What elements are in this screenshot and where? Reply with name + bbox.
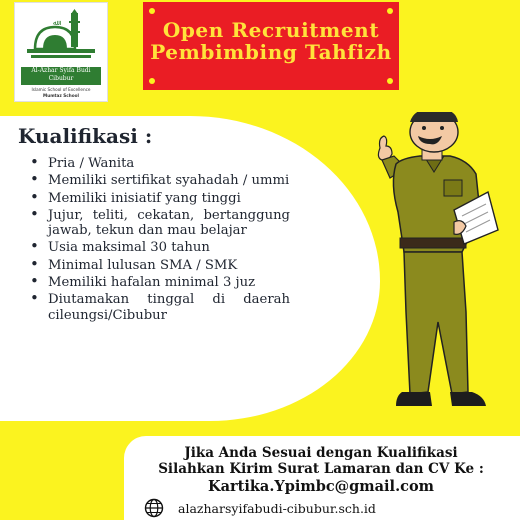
- title-banner: [143, 2, 399, 90]
- list-item: • Minimal lulusan SMA / SMK: [28, 258, 290, 273]
- svg-text:ﷲ: ﷲ: [52, 19, 58, 27]
- list-item: • Usia maksimal 30 tahun: [28, 240, 290, 255]
- banner-dot: [149, 8, 155, 14]
- qualifications-title: Kualifikasi :: [18, 124, 153, 148]
- banner-dot: [387, 8, 393, 14]
- list-item: • Memiliki inisiatif yang tinggi: [28, 191, 290, 206]
- logo-name: [21, 67, 101, 85]
- mosque-icon: [21, 9, 101, 67]
- contact-email[interactable]: Kartika.Ypimbc@gmail.com: [208, 478, 434, 495]
- list-item: • Pria / Wanita: [28, 156, 290, 171]
- globe-icon: [144, 498, 164, 518]
- qualifications-list: [28, 156, 290, 325]
- logo-tagline: [15, 87, 107, 99]
- list-item: • Memiliki sertifikat syahadah / ummi: [28, 173, 290, 188]
- logo-name-line2: Cibubur: [48, 75, 74, 82]
- list-item: • Memiliki hafalan minimal 3 juz: [28, 275, 290, 290]
- teacher-illustration: [358, 112, 514, 418]
- banner-title-line1: Open Recruitment: [162, 18, 380, 42]
- list-item: • Diutamakan tinggal di daerah cileungsi/Cibubur: [28, 292, 290, 323]
- list-item: • Jujur, teliti, cekatan, bertanggung jawab, tekun dan mau belajar: [28, 208, 290, 239]
- logo-name-line1: Al-Azhar Syifa Budi: [31, 67, 91, 74]
- logo-school-name: Mumtaz School: [43, 93, 79, 98]
- banner-dot: [149, 78, 155, 84]
- banner-dot: [387, 78, 393, 84]
- banner-title-line2: Pembimbing Tahfizh: [150, 40, 392, 64]
- website-link[interactable]: [144, 498, 376, 518]
- school-logo: [14, 2, 108, 102]
- contact-card: [124, 436, 520, 520]
- website-url: alazharsyifabudi-cibubur.sch.id: [178, 500, 376, 516]
- cta-line2: Silahkan Kirim Surat Lamaran dan CV Ke :: [158, 461, 484, 477]
- cta-line1: Jika Anda Sesuai dengan Kualifikasi: [184, 445, 458, 461]
- logo-tagline-text: Islamic School of Excellence: [31, 87, 91, 92]
